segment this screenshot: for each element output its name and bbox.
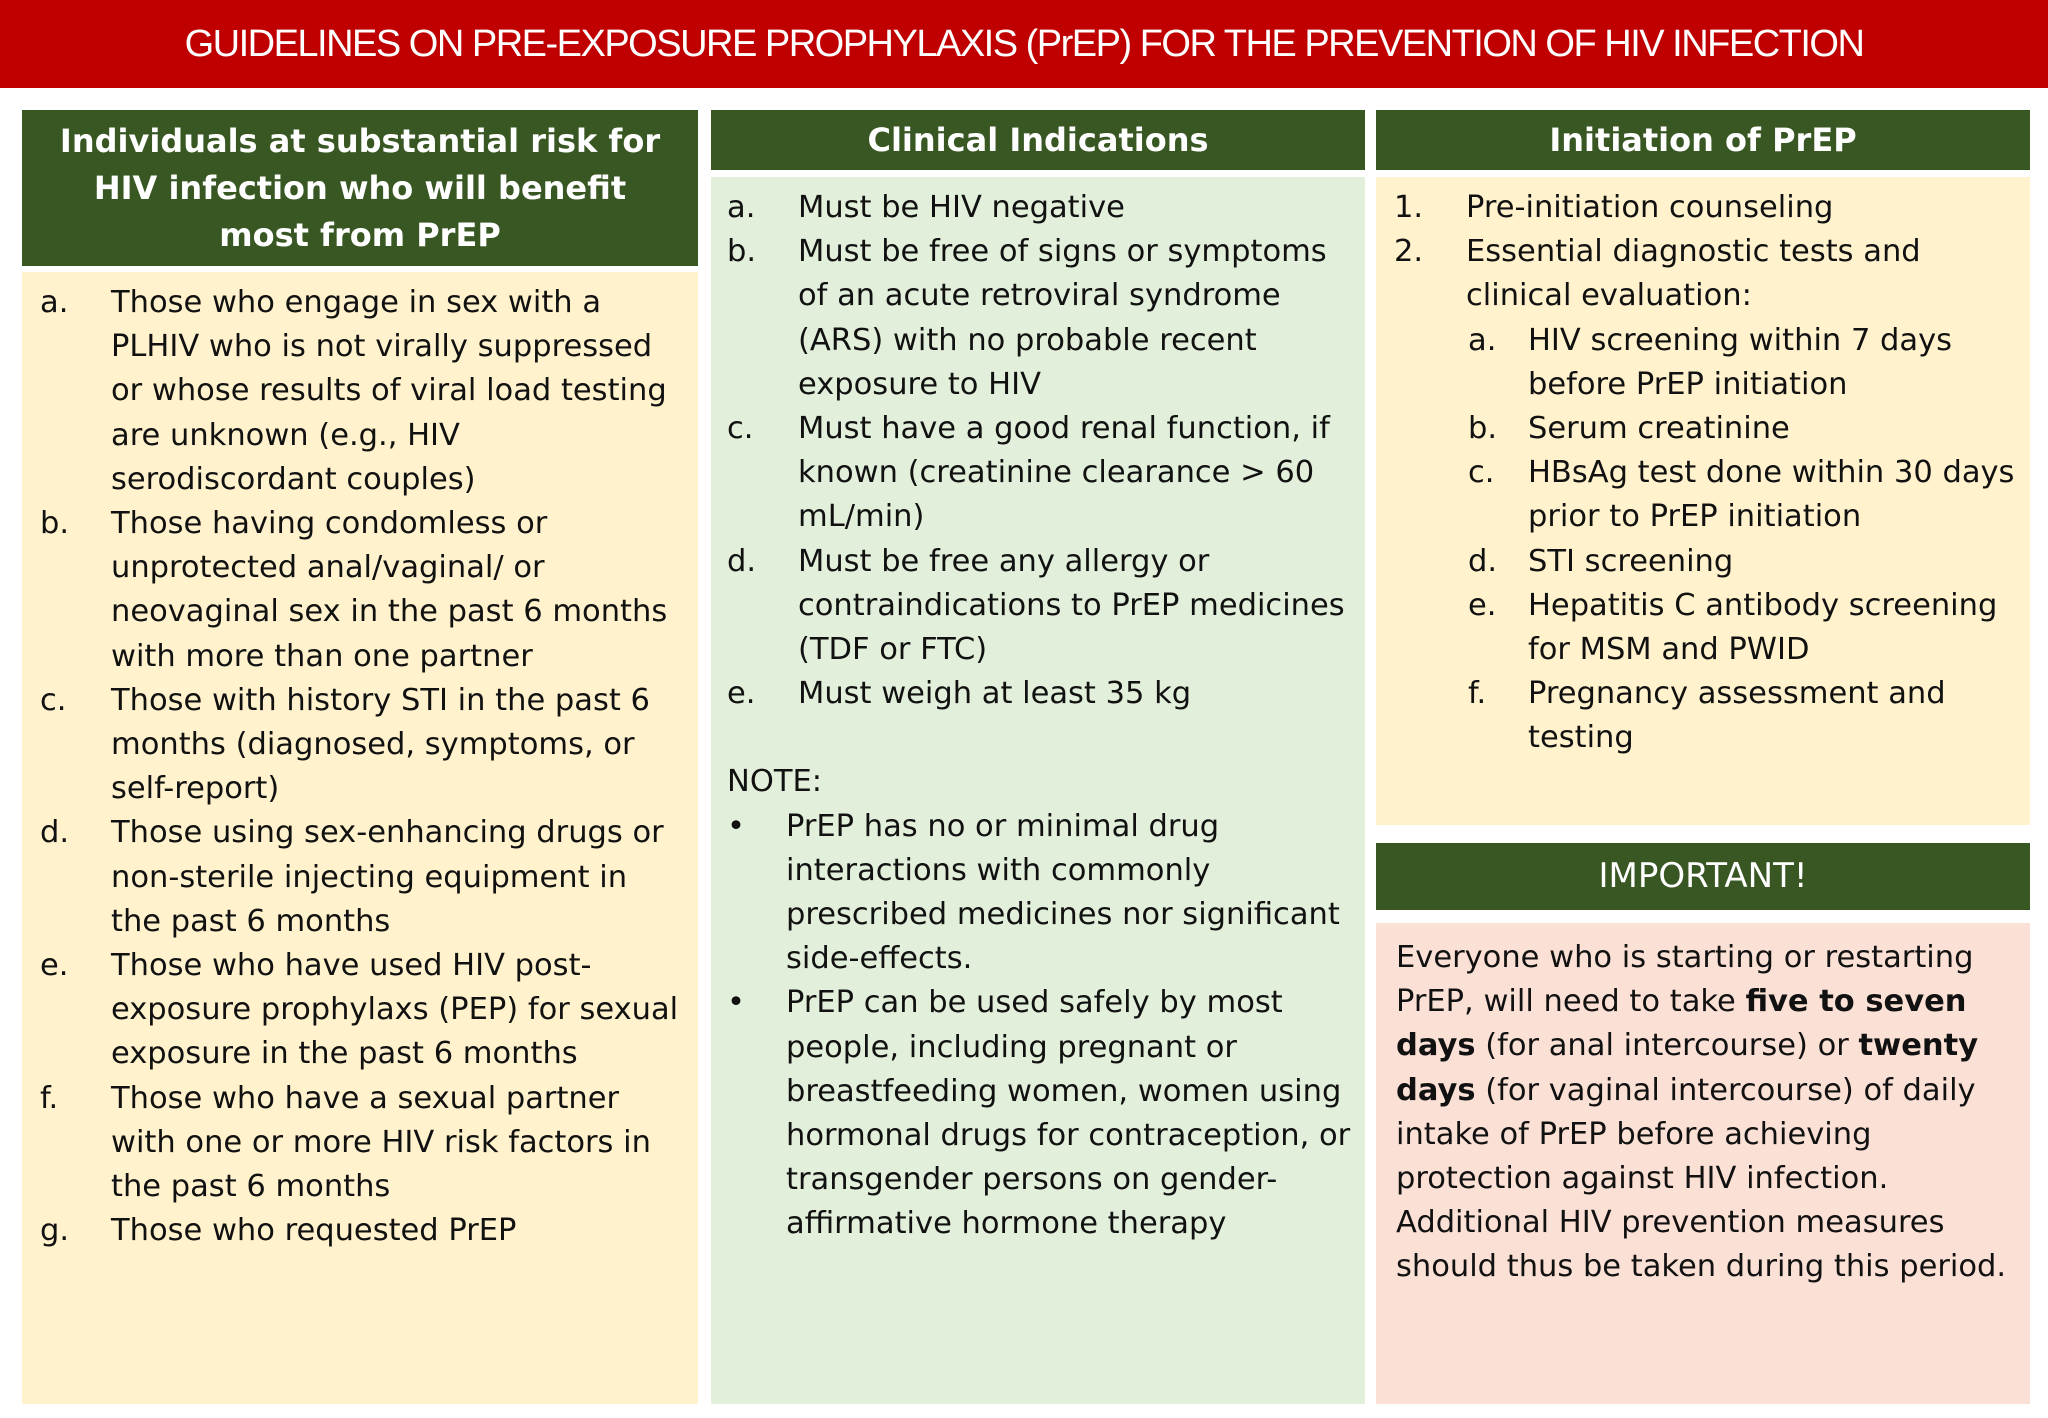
important-text: Everyone who is starting or restarting PrEP, will need to take five to seven days (for anal intercourse) or twenty days (for vaginal intercourse) of daily intake of PrEP before achieving protection against HIV infection. Additional HIV prevention measures should thus be taken during this period. xyxy=(1396,940,2007,1285)
page-title: GUIDELINES ON PRE-EXPOSURE PROPHYLAXIS (PrEP) FOR THE PREVENTION OF HIV INFECTION xyxy=(184,22,1864,65)
list-item: a. HIV screening within 7 days before PrEP initiation xyxy=(1468,322,1953,402)
risk-list xyxy=(40,281,680,1253)
bullet-icon: • xyxy=(727,985,745,1021)
list-item: 1. Pre-initiation counseling xyxy=(1394,190,1834,225)
col1-header xyxy=(22,110,698,266)
list-item: b. Must be free of signs or symptoms of an acute retroviral syndrome (ARS) with no probable recent exposure to HIV xyxy=(727,234,1327,402)
page-banner xyxy=(0,0,2048,88)
list-item: • PrEP can be used safely by most people, including pregnant or breastfeeding women, women using hormonal drugs for contraception, or transgender persons on gender-affirmative hormone therapy xyxy=(727,981,1353,1246)
col2-header-title: Clinical Indications xyxy=(867,120,1209,159)
list-item: b. Serum creatinine xyxy=(1468,411,1790,447)
col2-panel xyxy=(711,177,1365,1404)
list-item: 2. Essential diagnostic tests and clinical evaluation: xyxy=(1394,234,1921,314)
emphasis-five-to-seven-days: five to seven days xyxy=(1396,984,1967,1064)
bullet-icon: • xyxy=(727,808,745,844)
list-item: f. Those who have a sexual partner with one or more HIV risk factors in the past 6 months xyxy=(40,1080,651,1205)
list-item: b. Those having condomless or unprotected anal/vaginal/ or neovaginal sex in the past 6 months with more than one partner xyxy=(40,506,668,674)
list-item: g. Those who requested PrEP xyxy=(40,1213,517,1249)
list-item: e. Must weigh at least 35 kg xyxy=(727,676,1192,712)
col3-panel xyxy=(1376,177,2030,825)
diagnostic-tests-list xyxy=(1468,319,2018,761)
col1-panel xyxy=(22,272,698,1404)
list-item: d. Those using sex-enhancing drugs or non-sterile injecting equipment in the past 6 months xyxy=(40,815,664,939)
emphasis-twenty-days: twenty days xyxy=(1396,1028,1979,1108)
initiation-list xyxy=(1394,186,2018,319)
col2-header xyxy=(711,110,1365,170)
important-header-title: IMPORTANT! xyxy=(1598,856,1808,896)
list-item: c. Those with history STI in the past 6 months (diagnosed, symptoms, or self-report) xyxy=(40,682,650,807)
list-item: d. STI screening xyxy=(1468,543,1734,579)
important-header xyxy=(1376,843,2030,910)
list-item: • PrEP has no or minimal drug interactions with commonly prescribed medicines nor significant side-effects. xyxy=(727,805,1353,982)
col3-header-title: Initiation of PrEP xyxy=(1549,120,1857,159)
notes-list xyxy=(727,805,1353,1247)
list-item: f. Pregnancy assessment and testing xyxy=(1468,676,1946,756)
list-item: d. Must be free any allergy or contraindications to PrEP medicines (TDF or FTC) xyxy=(727,543,1345,668)
indications-list xyxy=(727,186,1353,716)
important-panel xyxy=(1376,923,2030,1404)
col1-header-title: Individuals at substantial risk for HIV infection who will benefit most from PrEP xyxy=(59,121,661,254)
note-title: NOTE: xyxy=(727,764,822,800)
list-item: e. Hepatitis C antibody screening for MSM and PWID xyxy=(1468,587,1998,668)
list-item: a. Must be HIV negative xyxy=(727,190,1125,225)
list-item: c. Must have a good renal function, if known (creatinine clearance > 60 mL/min) xyxy=(727,411,1330,535)
col3-header xyxy=(1376,110,2030,170)
list-item: e. Those who have used HIV post-exposure prophylaxs (PEP) for sexual exposure in the past 6 months xyxy=(40,948,679,1072)
list-item: c. HBsAg test done within 30 days prior to PrEP initiation xyxy=(1468,455,2015,535)
list-item: a. Those who engage in sex with a PLHIV who is not virally suppressed or whose results of viral load testing are unknown (e.g., HIV serodiscordant couples) xyxy=(40,285,667,497)
